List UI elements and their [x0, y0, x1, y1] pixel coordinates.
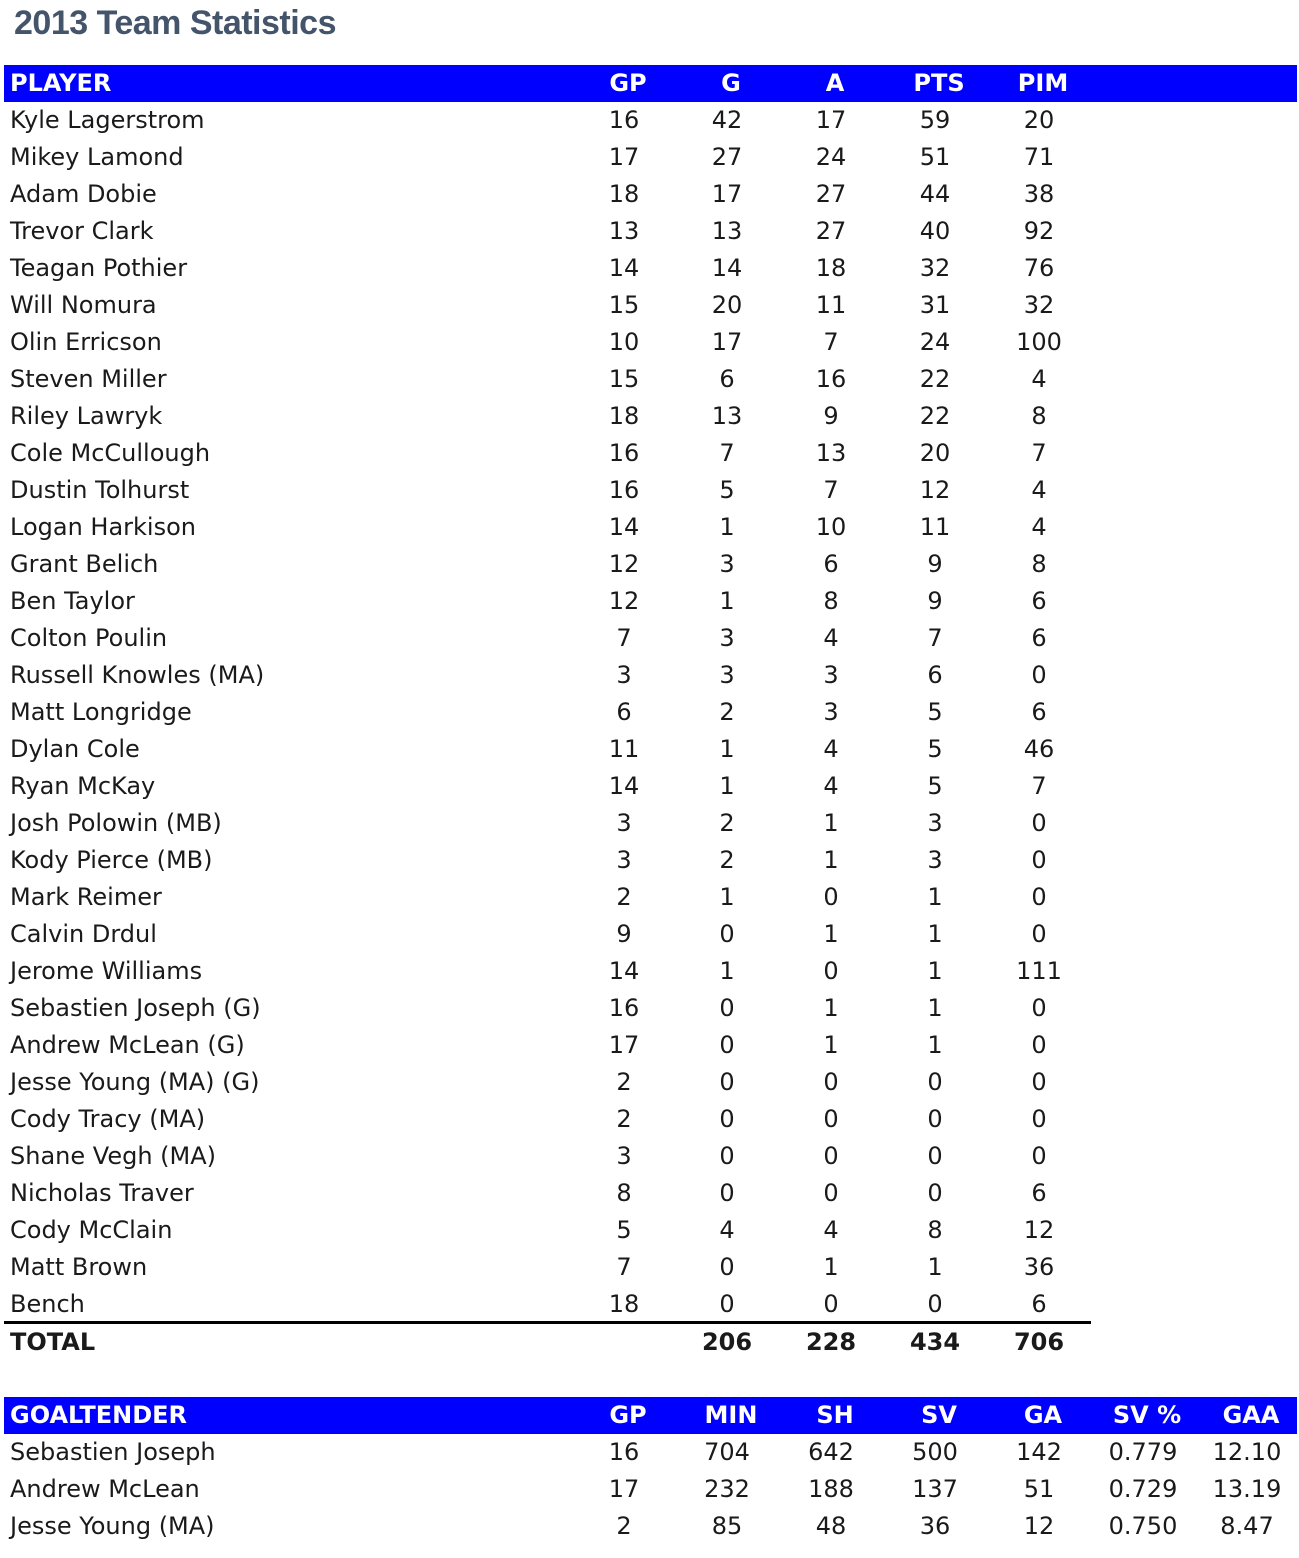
- cell-a: 6: [823, 550, 839, 578]
- cell-sv: 137: [912, 1475, 958, 1503]
- cell-player: Grant Belich: [10, 550, 159, 578]
- table-row: [0, 176, 1299, 213]
- header-sv-pct: SV %: [1112, 1401, 1182, 1429]
- cell-player: Ben Taylor: [10, 587, 135, 615]
- cell-gp: 17: [608, 1475, 640, 1503]
- cell-pim: 0: [1031, 920, 1047, 948]
- cell-gp: 14: [608, 254, 640, 282]
- cell-pim: 0: [1031, 994, 1047, 1022]
- cell-pts: 0: [927, 1105, 943, 1133]
- cell-svpct: 0.750: [1108, 1512, 1178, 1540]
- cell-min: 232: [704, 1475, 750, 1503]
- cell-g: 0: [719, 994, 735, 1022]
- cell-pts: 11: [919, 513, 951, 541]
- cell-gp: 15: [608, 365, 640, 393]
- cell-pts: 44: [919, 180, 951, 208]
- cell-player: Matt Brown: [10, 1253, 148, 1281]
- cell-g: 0: [719, 1290, 735, 1318]
- cell-gp: 16: [608, 1438, 640, 1466]
- cell-player: Ryan McKay: [10, 772, 156, 800]
- cell-player: Teagan Pothier: [10, 254, 188, 282]
- cell-svpct: 0.729: [1108, 1475, 1178, 1503]
- cell-g: 13: [711, 402, 743, 430]
- cell-pts: 5: [927, 772, 943, 800]
- cell-g: 2: [719, 809, 735, 837]
- page-title: 2013 Team Statistics: [14, 4, 336, 42]
- cell-pts: 8: [927, 1216, 943, 1244]
- cell-pts: 1: [927, 920, 943, 948]
- cell-player: Kyle Lagerstrom: [10, 106, 205, 134]
- cell-g: 1: [719, 587, 735, 615]
- total-label: TOTAL: [10, 1328, 96, 1356]
- total-pts: 434: [909, 1328, 961, 1356]
- cell-a: 7: [823, 328, 839, 356]
- header-pim: PIM: [1017, 69, 1069, 97]
- table-row: [0, 287, 1299, 324]
- cell-pim: 71: [1023, 143, 1055, 171]
- cell-a: 1: [823, 1031, 839, 1059]
- cell-player: Nicholas Traver: [10, 1179, 194, 1207]
- cell-player: Sebastien Joseph: [10, 1438, 216, 1466]
- cell-a: 1: [823, 920, 839, 948]
- cell-a: 0: [823, 1142, 839, 1170]
- cell-a: 27: [815, 217, 847, 245]
- table-row: [0, 657, 1299, 694]
- cell-pts: 40: [919, 217, 951, 245]
- cell-pim: 7: [1031, 439, 1047, 467]
- cell-player: Shane Vegh (MA): [10, 1142, 217, 1170]
- table-row: [0, 1101, 1299, 1138]
- header-ga: GA: [1023, 1401, 1063, 1429]
- cell-player: Olin Erricson: [10, 328, 162, 356]
- table-row: [0, 361, 1299, 398]
- table-row: [0, 1286, 1299, 1323]
- cell-gp: 9: [616, 920, 632, 948]
- cell-pim: 6: [1031, 1290, 1047, 1318]
- cell-g: 1: [719, 957, 735, 985]
- cell-player: Mark Reimer: [10, 883, 162, 911]
- cell-g: 1: [719, 883, 735, 911]
- table-row: [0, 953, 1299, 990]
- cell-player: Cody Tracy (MA): [10, 1105, 206, 1133]
- cell-gp: 3: [616, 661, 632, 689]
- table-row: [0, 1434, 1299, 1471]
- table-row: [0, 1027, 1299, 1064]
- cell-pim: 0: [1031, 883, 1047, 911]
- table-row: [0, 435, 1299, 472]
- cell-gp: 6: [616, 698, 632, 726]
- cell-g: 1: [719, 772, 735, 800]
- cell-gp: 8: [616, 1179, 632, 1207]
- cell-pim: 6: [1031, 624, 1047, 652]
- cell-a: 1: [823, 846, 839, 874]
- header-sh: SH: [816, 1401, 854, 1429]
- table-row: [0, 583, 1299, 620]
- table-row: [0, 472, 1299, 509]
- cell-a: 3: [823, 661, 839, 689]
- cell-g: 0: [719, 1179, 735, 1207]
- cell-sv: 500: [912, 1438, 958, 1466]
- cell-g: 20: [711, 291, 743, 319]
- cell-ga: 12: [1023, 1512, 1055, 1540]
- cell-pts: 24: [919, 328, 951, 356]
- cell-gp: 3: [616, 1142, 632, 1170]
- cell-player: Riley Lawryk: [10, 402, 163, 430]
- cell-min: 704: [704, 1438, 750, 1466]
- cell-gp: 2: [616, 1512, 632, 1540]
- cell-pts: 31: [919, 291, 951, 319]
- cell-a: 16: [815, 365, 847, 393]
- cell-pim: 0: [1031, 1031, 1047, 1059]
- cell-g: 6: [719, 365, 735, 393]
- cell-g: 7: [719, 439, 735, 467]
- cell-sh: 48: [815, 1512, 847, 1540]
- table-row: [0, 250, 1299, 287]
- header-goaltender: GOALTENDER: [10, 1401, 187, 1429]
- table-row: [0, 620, 1299, 657]
- cell-gp: 16: [608, 106, 640, 134]
- cell-pim: 0: [1031, 809, 1047, 837]
- cell-pim: 0: [1031, 1142, 1047, 1170]
- header-sv: SV: [921, 1401, 957, 1429]
- cell-pts: 1: [927, 883, 943, 911]
- cell-pts: 3: [927, 846, 943, 874]
- cell-pts: 51: [919, 143, 951, 171]
- total-pim: 706: [1013, 1328, 1065, 1356]
- skater-table-body: [0, 102, 1299, 1323]
- cell-gp: 16: [608, 994, 640, 1022]
- cell-g: 5: [719, 476, 735, 504]
- cell-pts: 7: [927, 624, 943, 652]
- table-row: [0, 694, 1299, 731]
- cell-gp: 13: [608, 217, 640, 245]
- table-row: [0, 139, 1299, 176]
- cell-a: 4: [823, 772, 839, 800]
- cell-a: 13: [815, 439, 847, 467]
- cell-g: 3: [719, 661, 735, 689]
- cell-a: 18: [815, 254, 847, 282]
- cell-pts: 0: [927, 1068, 943, 1096]
- cell-player: Colton Poulin: [10, 624, 168, 652]
- cell-ga: 51: [1023, 1475, 1055, 1503]
- cell-g: 14: [711, 254, 743, 282]
- cell-pim: 7: [1031, 772, 1047, 800]
- cell-gp: 18: [608, 402, 640, 430]
- cell-min: 85: [711, 1512, 743, 1540]
- cell-pim: 0: [1031, 661, 1047, 689]
- header-gp: GP: [609, 69, 647, 97]
- cell-gp: 2: [616, 883, 632, 911]
- cell-player: Russell Knowles (MA): [10, 661, 265, 689]
- goaltender-table-body: [0, 1434, 1299, 1545]
- cell-player: Kody Pierce (MB): [10, 846, 213, 874]
- cell-player: Logan Harkison: [10, 513, 196, 541]
- cell-a: 0: [823, 957, 839, 985]
- cell-pim: 6: [1031, 698, 1047, 726]
- cell-gp: 15: [608, 291, 640, 319]
- cell-g: 13: [711, 217, 743, 245]
- cell-gp: 3: [616, 846, 632, 874]
- header-gaa: GAA: [1222, 1401, 1280, 1429]
- cell-gaa: 13.19: [1212, 1475, 1282, 1503]
- cell-a: 1: [823, 809, 839, 837]
- cell-pim: 32: [1023, 291, 1055, 319]
- cell-gp: 14: [608, 772, 640, 800]
- cell-pts: 1: [927, 1253, 943, 1281]
- table-row: [0, 102, 1299, 139]
- cell-pts: 12: [919, 476, 951, 504]
- cell-pts: 0: [927, 1142, 943, 1170]
- cell-pim: 4: [1031, 365, 1047, 393]
- table-row: [0, 768, 1299, 805]
- cell-player: Trevor Clark: [10, 217, 154, 245]
- cell-g: 3: [719, 624, 735, 652]
- cell-pim: 76: [1023, 254, 1055, 282]
- cell-pim: 8: [1031, 550, 1047, 578]
- table-row: [0, 1249, 1299, 1286]
- cell-pts: 5: [927, 698, 943, 726]
- cell-a: 27: [815, 180, 847, 208]
- table-row: [0, 879, 1299, 916]
- cell-g: 1: [719, 735, 735, 763]
- goaltender-table-header: [4, 1397, 1297, 1434]
- cell-a: 1: [823, 994, 839, 1022]
- cell-g: 17: [711, 180, 743, 208]
- table-row: [0, 509, 1299, 546]
- cell-gp: 16: [608, 476, 640, 504]
- cell-pts: 1: [927, 994, 943, 1022]
- cell-pim: 92: [1023, 217, 1055, 245]
- cell-pts: 22: [919, 402, 951, 430]
- table-row: [0, 805, 1299, 842]
- total-row: [0, 1324, 1299, 1361]
- cell-gp: 18: [608, 180, 640, 208]
- cell-player: Dylan Cole: [10, 735, 140, 763]
- cell-player: Will Nomura: [10, 291, 157, 319]
- cell-a: 11: [815, 291, 847, 319]
- table-row: [0, 731, 1299, 768]
- cell-g: 0: [719, 1031, 735, 1059]
- table-row: [0, 1508, 1299, 1545]
- cell-pts: 59: [919, 106, 951, 134]
- table-row: [0, 213, 1299, 250]
- cell-gp: 3: [616, 809, 632, 837]
- cell-sv: 36: [919, 1512, 951, 1540]
- cell-pim: 0: [1031, 1105, 1047, 1133]
- skater-table-header: [4, 65, 1297, 102]
- cell-player: Adam Dobie: [10, 180, 157, 208]
- cell-a: 10: [815, 513, 847, 541]
- cell-player: Jerome Williams: [10, 957, 203, 985]
- cell-pts: 0: [927, 1179, 943, 1207]
- cell-gp: 18: [608, 1290, 640, 1318]
- cell-a: 9: [823, 402, 839, 430]
- cell-a: 0: [823, 1105, 839, 1133]
- cell-pts: 0: [927, 1290, 943, 1318]
- table-row: [0, 1471, 1299, 1508]
- table-row: [0, 398, 1299, 435]
- cell-gp: 16: [608, 439, 640, 467]
- cell-gp: 7: [616, 624, 632, 652]
- header-min: MIN: [704, 1401, 758, 1429]
- cell-g: 2: [719, 698, 735, 726]
- cell-g: 0: [719, 1105, 735, 1133]
- table-row: [0, 324, 1299, 361]
- cell-gaa: 8.47: [1220, 1512, 1274, 1540]
- cell-g: 0: [719, 1253, 735, 1281]
- cell-pim: 4: [1031, 513, 1047, 541]
- cell-player: Matt Longridge: [10, 698, 192, 726]
- cell-pts: 32: [919, 254, 951, 282]
- cell-a: 4: [823, 624, 839, 652]
- cell-pim: 111: [1016, 957, 1062, 985]
- cell-pts: 20: [919, 439, 951, 467]
- cell-player: Cody McClain: [10, 1216, 173, 1244]
- cell-pim: 46: [1023, 735, 1055, 763]
- cell-player: Calvin Drdul: [10, 920, 157, 948]
- cell-ga: 142: [1016, 1438, 1062, 1466]
- cell-gp: 5: [616, 1216, 632, 1244]
- cell-svpct: 0.779: [1108, 1438, 1178, 1466]
- cell-pim: 38: [1023, 180, 1055, 208]
- cell-player: Mikey Lamond: [10, 143, 184, 171]
- header-player: PLAYER: [10, 69, 112, 97]
- cell-gp: 2: [616, 1068, 632, 1096]
- cell-player: Dustin Tolhurst: [10, 476, 190, 504]
- cell-a: 0: [823, 883, 839, 911]
- cell-g: 2: [719, 846, 735, 874]
- cell-pim: 20: [1023, 106, 1055, 134]
- cell-pts: 6: [927, 661, 943, 689]
- cell-g: 0: [719, 1142, 735, 1170]
- cell-g: 17: [711, 328, 743, 356]
- cell-g: 42: [711, 106, 743, 134]
- cell-player: Sebastien Joseph (G): [10, 994, 261, 1022]
- cell-gp: 7: [616, 1253, 632, 1281]
- cell-gp: 14: [608, 513, 640, 541]
- header-pts: PTS: [913, 69, 965, 97]
- cell-a: 3: [823, 698, 839, 726]
- total-a: 228: [805, 1328, 857, 1356]
- cell-a: 24: [815, 143, 847, 171]
- cell-pim: 6: [1031, 587, 1047, 615]
- cell-gp: 11: [608, 735, 640, 763]
- cell-g: 0: [719, 920, 735, 948]
- cell-gp: 14: [608, 957, 640, 985]
- cell-g: 27: [711, 143, 743, 171]
- cell-gp: 17: [608, 1031, 640, 1059]
- table-row: [0, 1064, 1299, 1101]
- cell-a: 0: [823, 1179, 839, 1207]
- cell-pim: 8: [1031, 402, 1047, 430]
- table-row: [0, 990, 1299, 1027]
- cell-gp: 10: [608, 328, 640, 356]
- cell-pts: 5: [927, 735, 943, 763]
- cell-pim: 100: [1016, 328, 1062, 356]
- cell-gp: 12: [608, 587, 640, 615]
- cell-g: 4: [719, 1216, 735, 1244]
- header-gp: GP: [609, 1401, 647, 1429]
- cell-gp: 2: [616, 1105, 632, 1133]
- cell-player: Andrew McLean (G): [10, 1031, 245, 1059]
- cell-pts: 3: [927, 809, 943, 837]
- cell-pts: 22: [919, 365, 951, 393]
- cell-sh: 642: [808, 1438, 854, 1466]
- table-row: [0, 1138, 1299, 1175]
- cell-a: 0: [823, 1068, 839, 1096]
- cell-a: 0: [823, 1290, 839, 1318]
- table-row: [0, 1212, 1299, 1249]
- cell-pts: 1: [927, 1031, 943, 1059]
- header-a: A: [825, 69, 845, 97]
- cell-gp: 12: [608, 550, 640, 578]
- cell-gp: 17: [608, 143, 640, 171]
- cell-pim: 0: [1031, 1068, 1047, 1096]
- total-g: 206: [701, 1328, 753, 1356]
- cell-gaa: 12.10: [1212, 1438, 1282, 1466]
- cell-a: 17: [815, 106, 847, 134]
- cell-player: Jesse Young (MA) (G): [10, 1068, 260, 1096]
- cell-g: 0: [719, 1068, 735, 1096]
- table-row: [0, 546, 1299, 583]
- cell-pim: 36: [1023, 1253, 1055, 1281]
- cell-player: Bench: [10, 1290, 85, 1318]
- cell-pim: 12: [1023, 1216, 1055, 1244]
- cell-pim: 6: [1031, 1179, 1047, 1207]
- cell-pim: 4: [1031, 476, 1047, 504]
- cell-a: 8: [823, 587, 839, 615]
- cell-pts: 9: [927, 550, 943, 578]
- cell-a: 4: [823, 1216, 839, 1244]
- cell-a: 4: [823, 735, 839, 763]
- header-g: G: [721, 69, 741, 97]
- cell-g: 1: [719, 513, 735, 541]
- cell-sh: 188: [808, 1475, 854, 1503]
- cell-player: Josh Polowin (MB): [10, 809, 222, 837]
- cell-player: Cole McCullough: [10, 439, 211, 467]
- cell-a: 1: [823, 1253, 839, 1281]
- cell-pim: 0: [1031, 846, 1047, 874]
- cell-player: Andrew McLean: [10, 1475, 200, 1503]
- cell-pts: 1: [927, 957, 943, 985]
- table-row: [0, 916, 1299, 953]
- cell-player: Jesse Young (MA): [10, 1512, 215, 1540]
- cell-g: 3: [719, 550, 735, 578]
- cell-a: 7: [823, 476, 839, 504]
- table-row: [0, 1175, 1299, 1212]
- cell-player: Steven Miller: [10, 365, 167, 393]
- cell-pts: 9: [927, 587, 943, 615]
- table-row: [0, 842, 1299, 879]
